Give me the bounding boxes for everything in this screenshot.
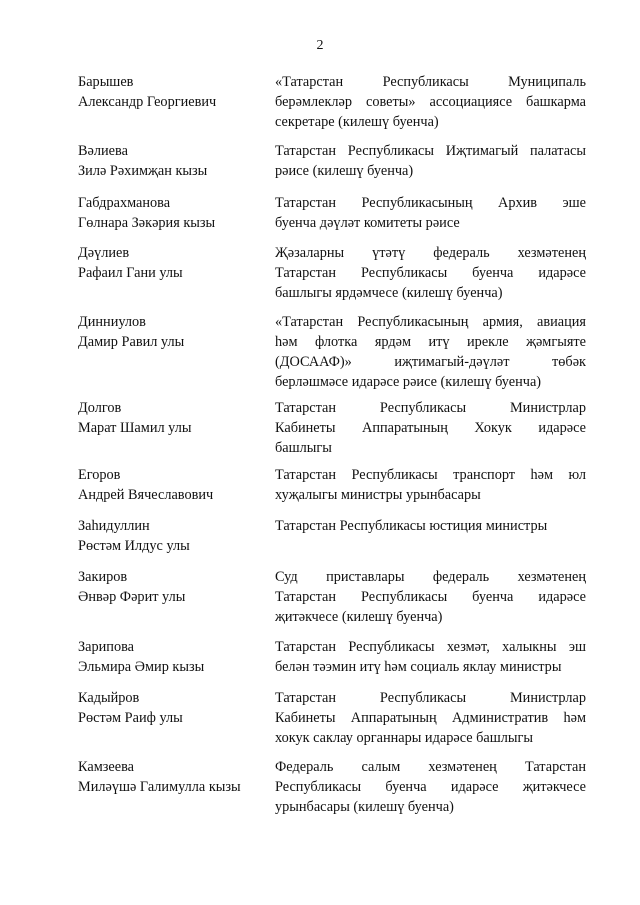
position-description — [275, 465, 586, 505]
surname: Дәүлиев — [78, 245, 130, 261]
position-description — [275, 72, 586, 132]
position-line: Татарстан Республикасының Архив эше — [275, 195, 586, 211]
position-line: Татарстан Республикасы буенча идарәсе — [275, 265, 586, 281]
surname: Динниулов — [78, 314, 146, 330]
position-line: һәм флотка ярдәм итү ирекле җәмгыяте — [275, 334, 586, 350]
position-line: Татарстан Республикасы Министрлар — [275, 690, 586, 706]
surname: Кадыйров — [78, 690, 140, 706]
person-name — [78, 516, 263, 556]
page-number: 2 — [316, 38, 324, 53]
position-line: Республикасы буенча идарәсе җитәкчесе — [275, 779, 586, 795]
given-names: Зилә Рәхимҗан кызы — [78, 163, 208, 179]
position-line: «Татарстан Республикасы Муниципаль — [275, 74, 586, 90]
position-line: Татарстан Республикасы транспорт һәм юл — [275, 467, 586, 483]
surname: Барышев — [78, 74, 134, 90]
position-line: җитәкчесе (килешү буенча) — [275, 609, 443, 625]
position-description — [275, 243, 586, 303]
given-names: Рафаил Гани улы — [78, 265, 183, 281]
person-name — [78, 688, 263, 728]
surname: Закиров — [78, 569, 128, 585]
position-description — [275, 312, 586, 392]
given-names: Андрей Вячеславович — [78, 487, 214, 503]
position-line: Татарстан Республикасы буенча идарәсе — [275, 589, 586, 605]
surname: Камзеева — [78, 759, 134, 775]
person-name — [78, 243, 263, 283]
position-description — [275, 688, 586, 748]
surname: Габдрахманова — [78, 195, 171, 211]
given-names: Гөлнара Зәкәрия кызы — [78, 215, 216, 231]
position-line: белән тәэмин итү һәм социаль яклау министры — [275, 659, 562, 675]
person-name — [78, 193, 263, 233]
position-line: Федераль салым хезмәтенең Татарстан — [275, 759, 586, 775]
surname: Вәлиева — [78, 143, 128, 159]
given-names: Эльмира Әмир кызы — [78, 659, 205, 675]
surname: Егоров — [78, 467, 121, 483]
position-line: хуҗалыгы министры урынбасары — [275, 487, 481, 503]
person-name — [78, 757, 263, 797]
position-line: (ДОСААФ)» иҗтимагый-дәүләт төбәк — [275, 354, 586, 370]
position-line: Суд приставлары федераль хезмәтенең — [275, 569, 586, 585]
position-line: урынбасары (килешү буенча) — [275, 799, 454, 815]
given-names: Миләүшә Галимулла кызы — [78, 779, 241, 795]
position-description — [275, 141, 586, 181]
position-line: берләшмәсе идарәсе рәисе (килешү буенча) — [275, 374, 542, 390]
position-line: Татарстан Республикасы Министрлар — [275, 400, 586, 416]
person-name — [78, 637, 263, 677]
position-description — [275, 567, 586, 627]
person-name — [78, 567, 263, 607]
position-description — [275, 398, 586, 458]
person-name — [78, 398, 263, 438]
position-line: Җәзаларны үтәтү федераль хезмәтенең — [275, 245, 586, 261]
position-line: Татарстан Республикасы хезмәт, халыкны эш — [275, 639, 586, 655]
position-line: Татарстан Республикасы юстиция министры — [275, 518, 548, 534]
position-description — [275, 757, 586, 817]
surname: Зарипова — [78, 639, 135, 655]
position-description — [275, 516, 586, 536]
position-line: Кабинеты Аппаратының Административ һәм — [275, 710, 586, 726]
given-names: Рөстәм Илдус улы — [78, 538, 190, 554]
position-line: рәисе (килешү буенча) — [275, 163, 414, 179]
person-name — [78, 141, 263, 181]
given-names: Әнвәр Фәрит улы — [78, 589, 186, 605]
position-line: хокук саклау органнары идарәсе башлыгы — [275, 730, 533, 746]
given-names: Дамир Равил улы — [78, 334, 185, 350]
position-line: «Татарстан Республикасының армия, авиация — [275, 314, 586, 330]
position-line: башлыгы — [275, 440, 332, 456]
surname: Долгов — [78, 400, 122, 416]
position-line: Татарстан Республикасы Иҗтимагый палатасы — [275, 143, 586, 159]
position-line: башлыгы ярдәмчесе (килешү буенча) — [275, 285, 503, 301]
person-name — [78, 312, 263, 352]
position-description — [275, 193, 586, 233]
person-name — [78, 72, 263, 112]
position-line: буенча дәүләт комитеты рәисе — [275, 215, 460, 231]
position-line: секретаре (килешү буенча) — [275, 114, 439, 130]
position-description — [275, 637, 586, 677]
position-line: Кабинеты Аппаратының Хокук идарәсе — [275, 420, 586, 436]
position-line: берәмлекләр советы» ассоциациясе башкарма — [275, 94, 586, 110]
given-names: Марат Шамил улы — [78, 420, 192, 436]
person-name — [78, 465, 263, 505]
given-names: Рөстәм Раиф улы — [78, 710, 183, 726]
given-names: Александр Георгиевич — [78, 94, 217, 110]
surname: Заһидуллин — [78, 518, 150, 534]
